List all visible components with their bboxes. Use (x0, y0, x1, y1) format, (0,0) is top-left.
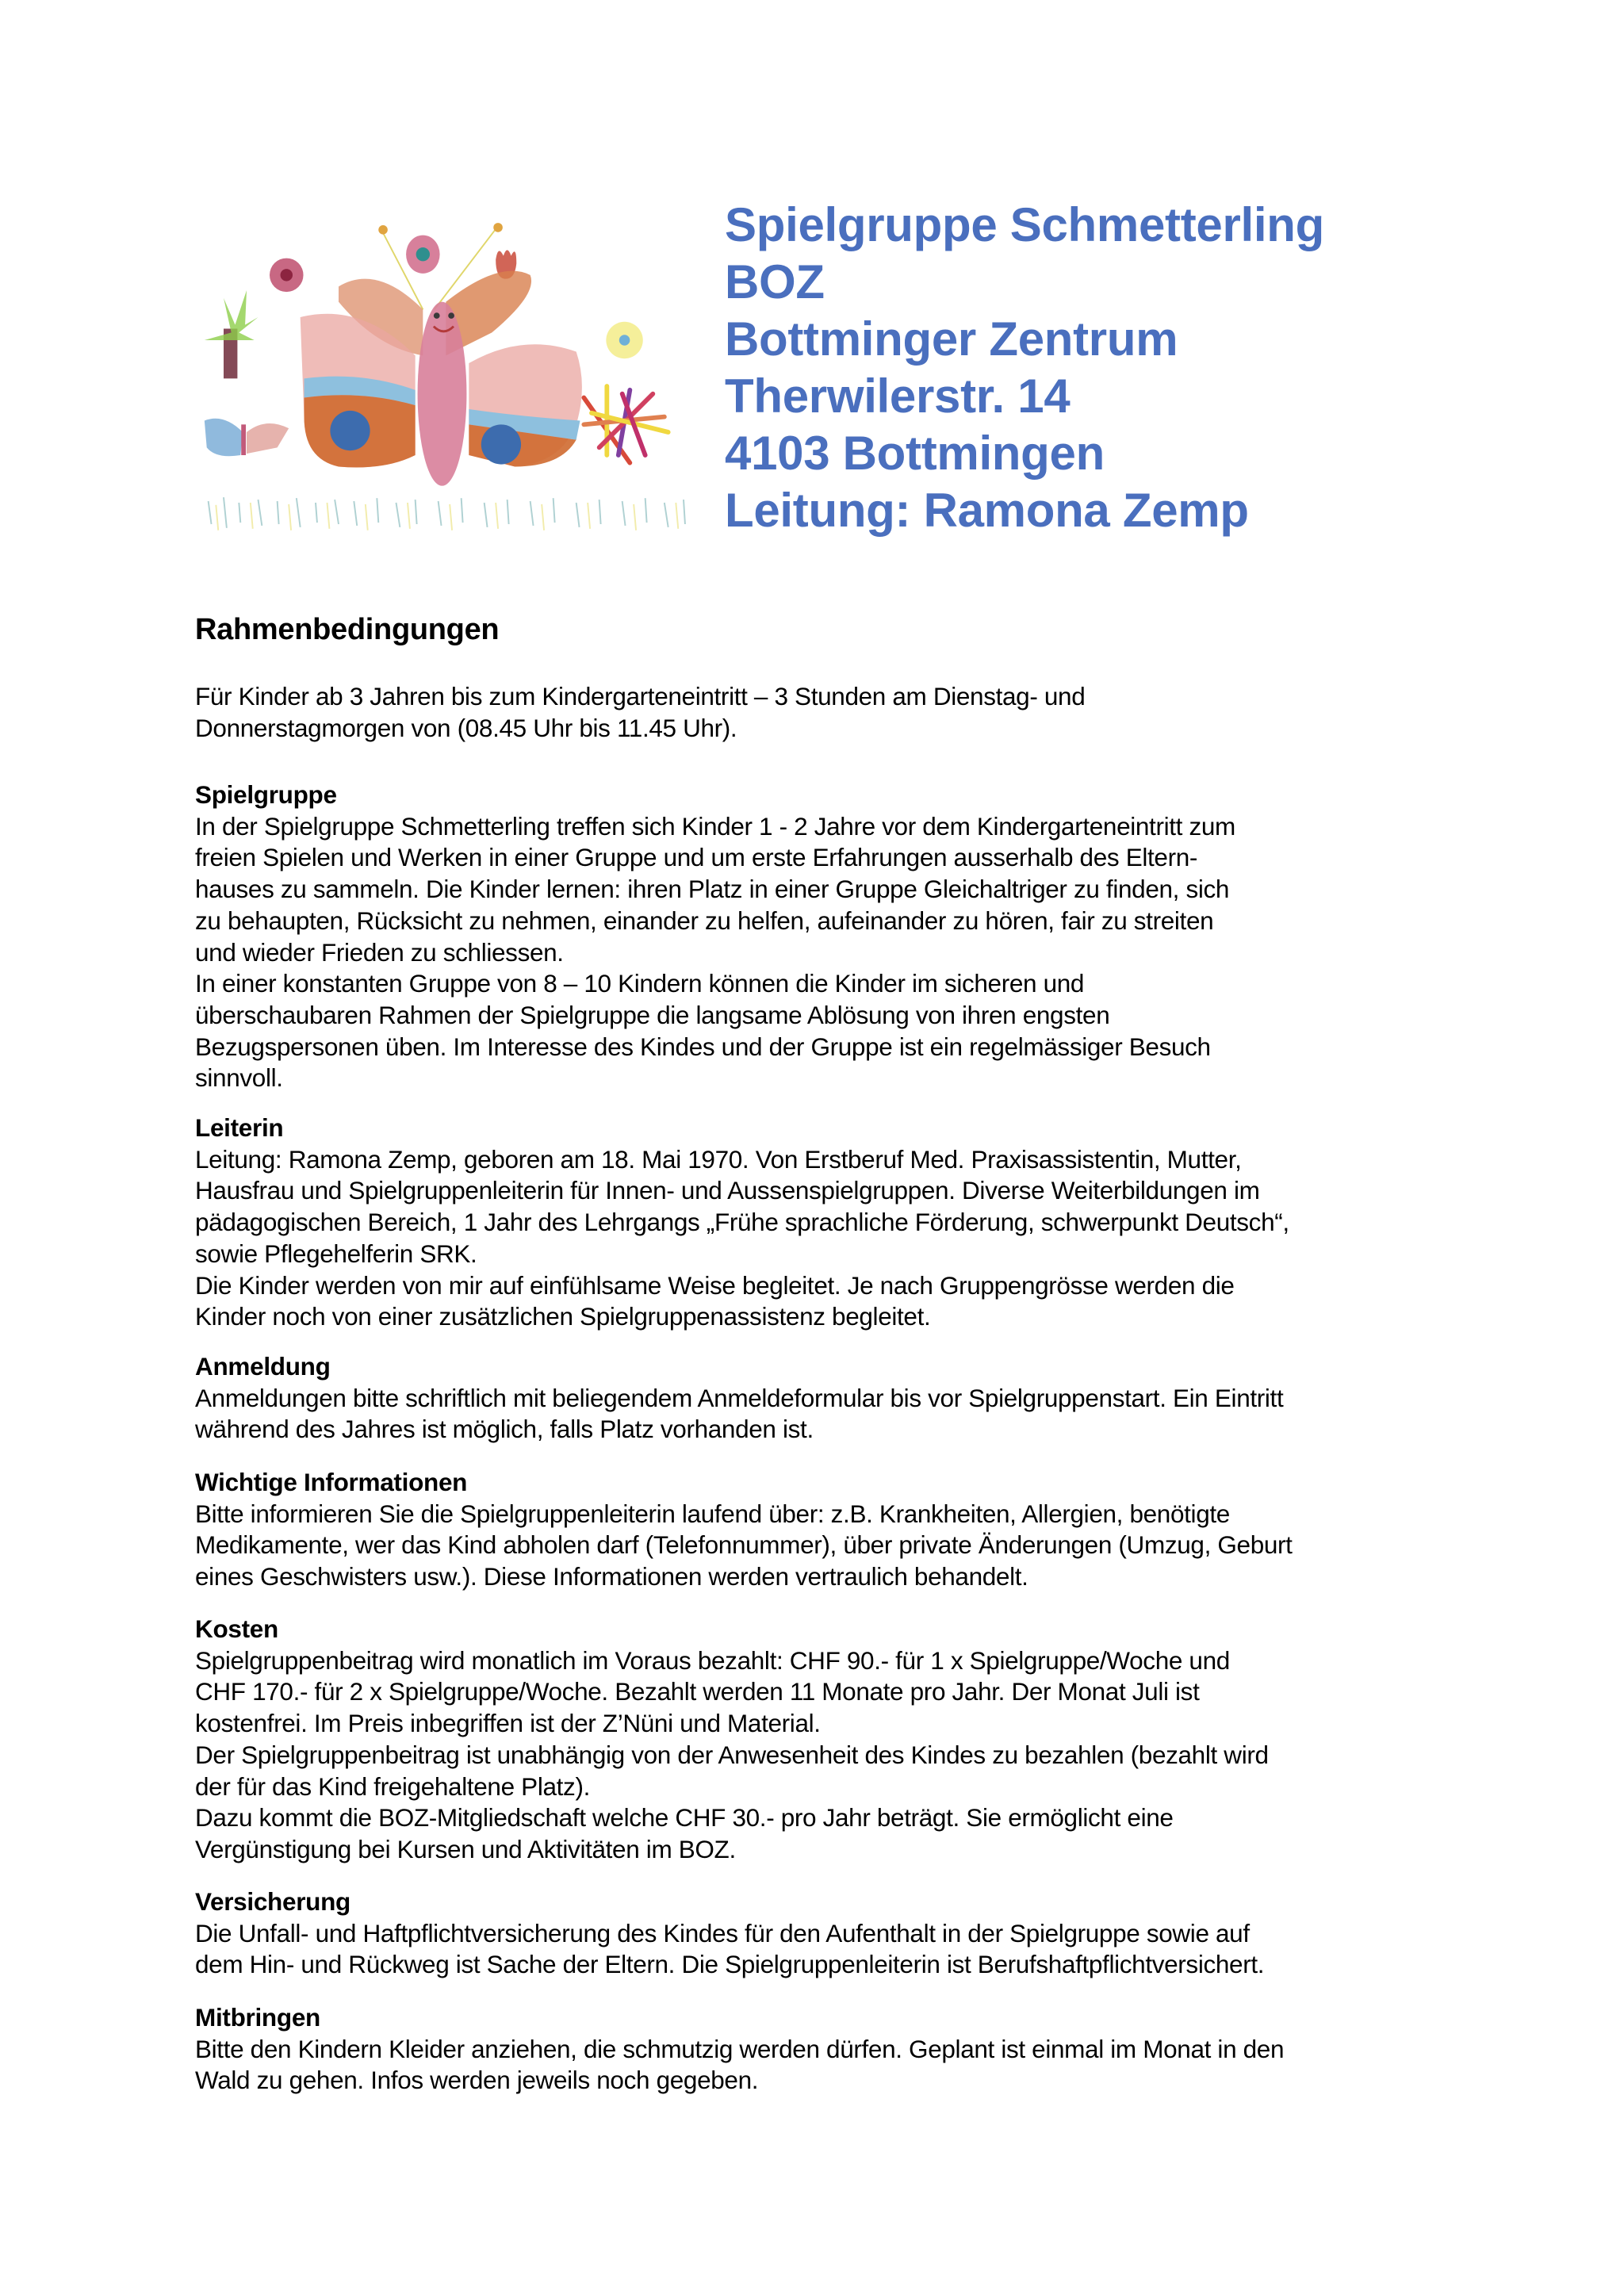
paragraph-line: Wald zu gehen. Infos werden jeweils noch gegeben. (195, 2066, 759, 2095)
paragraph-line: zu behaupten, Rücksicht zu nehmen, einander zu helfen, aufeinander zu hören, fair zu streiten (195, 906, 1214, 935)
section-leiterin (195, 1113, 1480, 1333)
header-address-block (725, 197, 1324, 539)
paragraph-line: eines Geschwisters usw.). Diese Informationen werden vertraulich behandelt. (195, 1562, 1028, 1591)
section-kosten (195, 1614, 1480, 1866)
paragraph-line: Die Kinder werden von mir auf einfühlsame Weise begleitet. Je nach Gruppengrösse werden die (195, 1270, 1235, 1300)
paragraph-line: sowie Pflegehelferin SRK. (195, 1239, 477, 1268)
section-mitbringen (195, 2002, 1480, 2097)
paragraph-line: Hausfrau und Spielgruppenleiterin für Innen- und Aussenspielgruppen. Diverse Weiterbildungen im (195, 1176, 1260, 1205)
section-heading: Leiterin (195, 1113, 284, 1142)
paragraph-line: Medikamente, wer das Kind abholen darf (Telefonnummer), über private Änderungen (Umzug, Geburt (195, 1530, 1293, 1560)
intro-paragraph (195, 681, 1480, 744)
paragraph-line: dem Hin- und Rückweg ist Sache der Eltern. Die Spielgruppenleiterin ist Berufshaftpflichtversichert. (195, 1950, 1265, 1979)
paragraph-line: Der Spielgruppenbeitrag ist unabhängig von der Anwesenheit des Kindes zu bezahlen (bezahlt wird (195, 1740, 1269, 1769)
header-street: Therwilerstr. 14 (725, 370, 1071, 423)
butterfly-drawing-image (190, 202, 694, 547)
section-versicherung (195, 1886, 1480, 1981)
section-heading: Anmeldung (195, 1352, 331, 1381)
paragraph-line: hauses zu sammeln. Die Kinder lernen: ihren Platz in einer Gruppe Gleichaltriger zu finden, sich (195, 875, 1230, 904)
red-flower-drawing (270, 259, 304, 293)
paragraph-line: überschaubaren Rahmen der Spielgruppe die langsame Ablösung von ihren engsten (195, 1000, 1110, 1029)
paragraph-line: kostenfrei. Im Preis inbegriffen ist der Z’Nüni und Material. (195, 1709, 821, 1738)
star-flower-drawing (584, 386, 668, 463)
paragraph-line: der für das Kind freigehaltene Platz). (195, 1771, 590, 1801)
section-heading: Kosten (195, 1614, 278, 1643)
section-heading: Wichtige Informationen (195, 1468, 468, 1496)
small-butterfly-drawing (205, 419, 289, 456)
section-spielgruppe (195, 779, 1480, 1094)
paragraph-line: In einer konstanten Gruppe von 8 – 10 Kindern können die Kinder im sicheren und (195, 969, 1085, 998)
paragraph-line: und wieder Frieden zu schliessen. (195, 937, 564, 967)
paragraph-line: Bitte informieren Sie die Spielgruppenleiterin laufend über: z.B. Krankheiten, Allergien, benötigte (195, 1499, 1230, 1528)
paragraph-line: Die Unfall- und Haftpflichtversicherung des Kindes für den Aufenthalt in der Spielgruppe sowie auf (195, 1918, 1250, 1947)
header-org: BOZ (725, 255, 825, 308)
butterfly-body (418, 302, 467, 486)
section-heading: Versicherung (195, 1887, 350, 1916)
round-flower-drawing (406, 236, 440, 274)
paragraph-line: Leitung: Ramona Zemp, geboren am 18. Mai 1970. Von Erstberuf Med. Praxisassistentin, Mutter, (195, 1144, 1242, 1174)
paragraph-line: Spielgruppenbeitrag wird monatlich im Voraus bezahlt: CHF 90.- für 1 x Spielgruppe/Woche und (195, 1645, 1230, 1675)
header-leader: Leitung: Ramona Zemp (725, 484, 1249, 537)
paragraph-line: Vergünstigung bei Kursen und Aktivitäten im BOZ. (195, 1834, 736, 1863)
paragraph-line: Kinder noch von einer zusätzlichen Spielgruppenassistenz begleitet. (195, 1302, 931, 1331)
paragraph-line: Dazu kommt die BOZ-Mitgliedschaft welche CHF 30.- pro Jahr beträgt. Sie ermöglicht eine (195, 1803, 1174, 1833)
paragraph-line: sinnvoll. (195, 1063, 283, 1093)
yellow-flower-drawing (606, 322, 642, 358)
section-heading: Mitbringen (195, 2003, 320, 2032)
paragraph-line: Bitte den Kindern Kleider anziehen, die schmutzig werden dürfen. Geplant ist einmal im Monat in den (195, 2034, 1285, 2063)
paragraph-line: In der Spielgruppe Schmetterling treffen sich Kinder 1 - 2 Jahre vor dem Kindergarteneintritt zum (195, 811, 1235, 841)
intro-line: Für Kinder ab 3 Jahren bis zum Kindergarteneintritt – 3 Stunden am Dienstag- und (195, 682, 1086, 710)
paragraph-line: pädagogischen Bereich, 1 Jahr des Lehrgangs „Frühe sprachliche Förderung, schwerpunkt Deutsch“, (195, 1208, 1289, 1237)
plant-drawing (205, 290, 259, 378)
header-city: 4103 Bottmingen (725, 427, 1105, 480)
section-title: Rahmenbedingungen (195, 613, 500, 646)
paragraph-line: freien Spielen und Werken in einer Gruppe und um erste Erfahrungen ausserhalb des Eltern- (195, 843, 1198, 872)
paragraph-line: CHF 170.- für 2 x Spielgruppe/Woche. Bezahlt werden 11 Monate pro Jahr. Der Monat Juli ist (195, 1677, 1200, 1706)
section-anmeldung (195, 1351, 1480, 1446)
grass-drawing (209, 497, 685, 528)
section-wichtige-informationen (195, 1467, 1480, 1593)
lower-right-wing (469, 344, 582, 466)
paragraph-line: Bezugspersonen üben. Im Interesse des Kindes und der Gruppe ist ein regelmässiger Besuch (195, 1032, 1211, 1061)
paragraph-line: während des Jahres ist möglich, falls Platz vorhanden ist. (195, 1415, 814, 1444)
header-title: Spielgruppe Schmetterling (725, 198, 1324, 251)
section-heading: Spielgruppe (195, 780, 337, 809)
header-center: Bottminger Zentrum (725, 312, 1178, 366)
intro-line: Donnerstagmorgen von (08.45 Uhr bis 11.45 Uhr). (195, 713, 737, 742)
paragraph-line: Anmeldungen bitte schriftlich mit beliegendem Anmeldeformular bis vor Spielgruppenstart. Ein Eintritt (195, 1383, 1284, 1412)
